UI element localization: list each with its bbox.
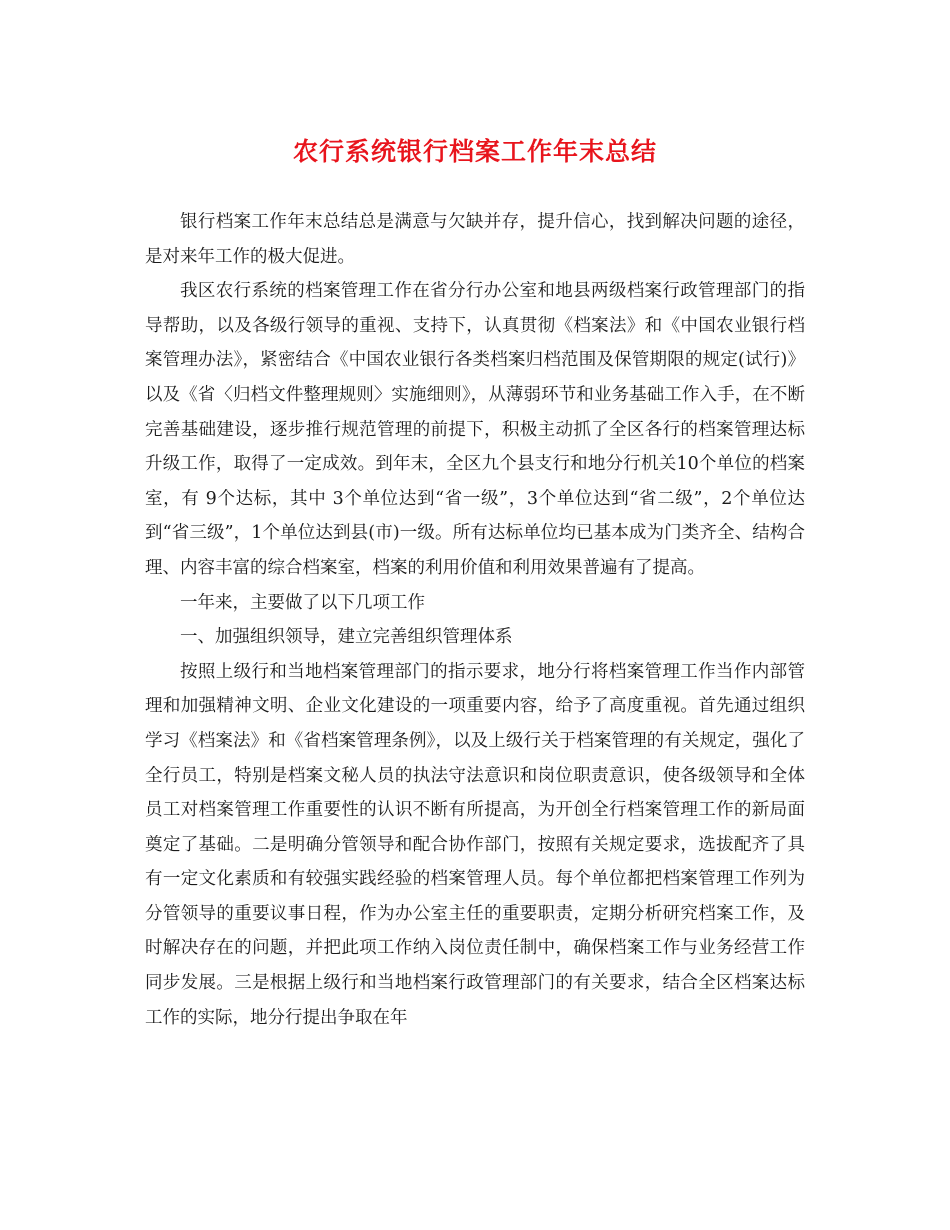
document-title: 农行系统银行档案工作年末总结 xyxy=(292,137,657,166)
paragraph-overview: 我区农行系统的档案管理工作在省分行办公室和地县两级档案行政管理部门的指导帮助，以及各级行领导的重视、支持下，认真贯彻《档案法》和《中国农业银行档案管理办法》，紧密结合《中国农业银行各类档案归档范围及保管期限的规定(试行)》以及《省〈归档文件整理规则〉实施细则》，从薄弱环节和业务基础工作入手，在不断完善基础建设，逐步推行规范管理的前提下，积极主动抓了全区各行的档案管理达标升级工作，取得了一定成效。到年末，全区九个县支行和地分行机关10个单位的档案室，有 9个达标，其中 3个单位达到“省一级”，3个单位达到“省二级”，2个单位达到“省三级”，1个单位达到县(市)一级。所有达标单位均已基本成为门类齐全、结构合理、内容丰富的综合档案室，档案的利用价值和利用效果普遍有了提高。 xyxy=(145,281,805,578)
document-body xyxy=(145,205,805,1035)
paragraph-intro: 银行档案工作年末总结总是满意与欠缺并存，提升信心，找到解决问题的途径，是对来年工作的极大促进。 xyxy=(145,212,805,267)
paragraph-section-1-body: 按照上级行和当地档案管理部门的指示要求，地分行将档案管理工作当作内部管理和加强精神文明、企业文化建设的一项重要内容，给予了高度重视。首先通过组织学习《档案法》和《省档案管理条例》，以及上级行关于档案管理的有关规定，强化了全行员工，特别是档案文秘人员的执法守法意识和岗位职责意识，使各级领导和全体员工对档案管理工作重要性的认识不断有所提高，为开创全行档案管理工作的新局面奠定了基础。二是明确分管领导和配合协作部门，按照有关规定要求，选拔配齐了具有一定文化素质和有较强实践经验的档案管理人员。每个单位都把档案管理工作列为分管领导的重要议事日程，作为办公室主任的重要职责，定期分析研究档案工作，及时解决存在的问题，并把此项工作纳入岗位责任制中，确保档案工作与业务经营工作同步发展。三是根据上级行和当地档案行政管理部门的有关要求，结合全区档案达标工作的实际，地分行提出争取在年 xyxy=(145,661,805,1028)
paragraph-work-summary: 一年来，主要做了以下几项工作 xyxy=(180,592,425,613)
section-heading-1: 一、加强组织领导，建立完善组织管理体系 xyxy=(180,627,513,648)
